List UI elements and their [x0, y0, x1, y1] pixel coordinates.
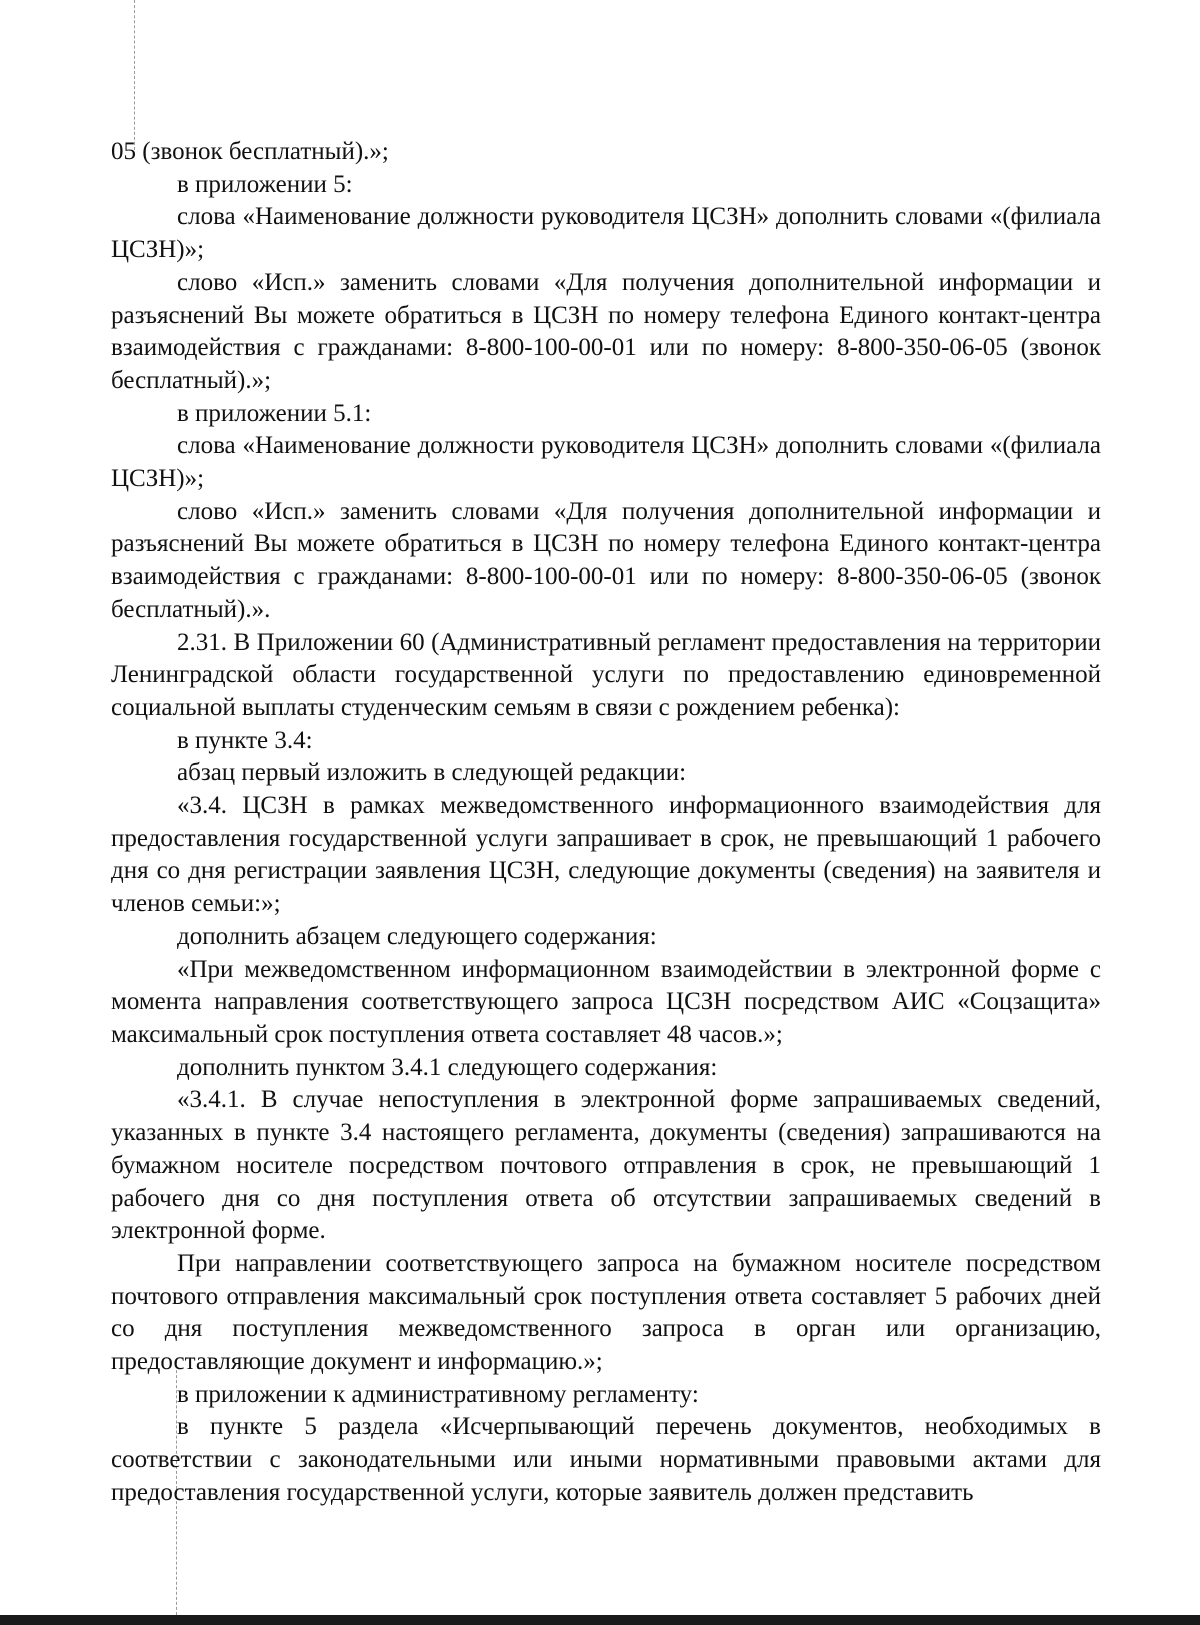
paragraph: «3.4.1. В случае непоступления в электронной форме запрашиваемых сведений, указанных в пункте 3.4 настоящего регламента, документы (сведения) запрашиваются на бумажном носителе посредством почтового отправления в срок, не превышающий 1 рабочего дня со дня поступления ответа об отсутствии запрашиваемых сведений в электронной форме. [111, 1086, 1101, 1245]
paragraph: 2.31. В Приложении 60 (Административный регламент предоставления на территории Ленинградской области государственной услуги по предоставлению единовременной социальной выплаты студенческим семьям в связи с рождением ребенка): [111, 628, 1101, 721]
paragraph: в приложении 5.1: [177, 399, 372, 427]
paragraph: При направлении соответствующего запроса на бумажном носителе посредством почтового отправления максимальный срок поступления ответа составляет 5 рабочих дней со дня поступления межведомственного запроса в орган или организацию, предоставляющие документ и информацию.»; [111, 1249, 1101, 1376]
scan-fold-line [134, 0, 135, 150]
paragraph: «При межведомственном информационном взаимодействии в электронной форме с момента направления соответствующего запроса ЦСЗН посредством АИС «Соцзащита» максимальный срок поступления ответа составляет 48 часов.»; [111, 955, 1101, 1048]
paragraph: «3.4. ЦСЗН в рамках межведомственного информационного взаимодействия для предоставления государственной услуги запрашивает в срок, не превышающий 1 рабочего дня со дня регистрации заявления ЦСЗН, следующие документы (сведения) на заявителя и членов семьи:»; [111, 792, 1101, 918]
paragraph: дополнить пунктом 3.4.1 следующего содержания: [177, 1053, 718, 1081]
paragraph: абзац первый изложить в следующей редакции: [177, 759, 687, 787]
paragraph: слово «Исп.» заменить словами «Для получения дополнительной информации и разъяснений Вы можете обратиться в ЦСЗН по номеру телефона Единого контакт-центра взаимодействия с гражданами: 8-800-100-00-01 или по номеру: 8-800-350-06-05 (звонок бесплатный).»; [111, 268, 1101, 394]
paragraph: в пункте 5 раздела «Исчерпывающий перечень документов, необходимых в соответствии с законодательными или иными нормативными правовыми актами для предоставления государственной услуги, которые заявитель должен представить [111, 1413, 1101, 1506]
document-body [111, 136, 1101, 1510]
scan-bottom-edge [0, 1615, 1200, 1625]
paragraph: слова «Наименование должности руководителя ЦСЗН» дополнить словами «(филиала ЦСЗН)»; [111, 203, 1101, 264]
paragraph: 05 (звонок бесплатный).»; [111, 138, 389, 165]
paragraph: в пункте 3.4: [177, 726, 313, 754]
paragraph: в приложении к административному регламенту: [177, 1380, 699, 1408]
paragraph: слова «Наименование должности руководителя ЦСЗН» дополнить словами «(филиала ЦСЗН)»; [111, 432, 1101, 493]
paragraph: в приложении 5: [177, 170, 353, 198]
paragraph: дополнить абзацем следующего содержания: [177, 922, 657, 950]
paragraph: слово «Исп.» заменить словами «Для получения дополнительной информации и разъяснений Вы можете обратиться в ЦСЗН по номеру телефона Единого контакт-центра взаимодействия с гражданами: 8-800-100-00-01 или по номеру: 8-800-350-06-05 (звонок бесплатный).». [111, 497, 1101, 623]
